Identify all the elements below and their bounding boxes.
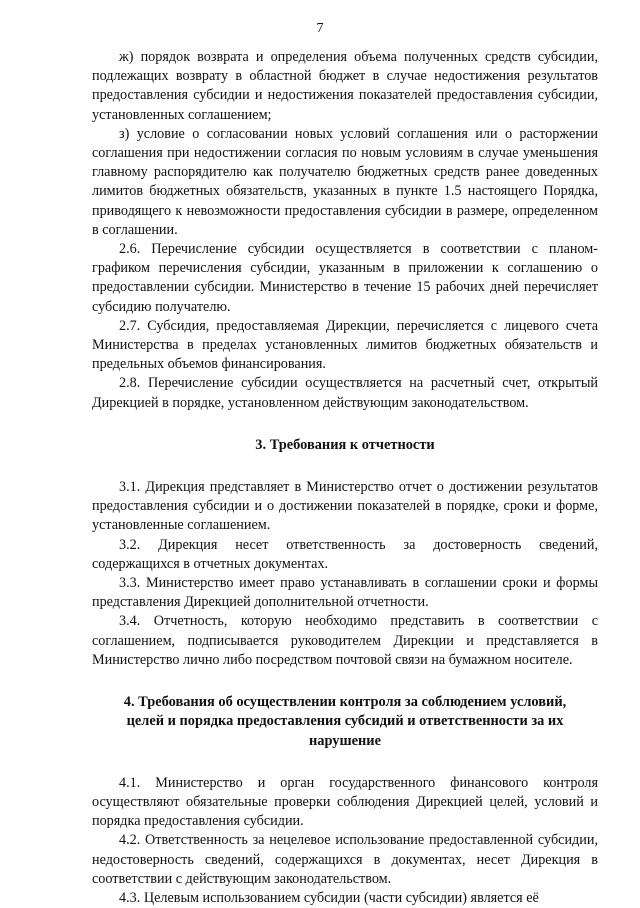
paragraph-2-8: 2.8. Перечисление субсидии осуществляется на расчетный счет, открытый Дирекцией в порядке, установленном действующим законодательством. [92, 375, 598, 411]
paragraph-3-1: 3.1. Дирекция представляет в Министерство отчет о достижении результатов предоставления субсидии и о достижении показателей в порядке, сроки и форме, установленные соглашением. [92, 479, 598, 534]
paragraph-3-3: 3.3. Министерство имеет право устанавливать в соглашении сроки и формы представления Дирекцией дополнительной отчетности. [92, 575, 598, 611]
paragraph-zh: ж) порядок возврата и определения объема полученных средств субсидии, подлежащих возврату в областной бюджет в случае недостижения результатов предоставления субсидии и недостижения показателей предоставления субсидии, установленных соглашением; [92, 49, 598, 123]
paragraph-3-4: 3.4. Отчетность, которую необходимо представить в соответствии с соглашением, подписывается руководителем Дирекции и представляется в Министерство лично либо посредством почтовой связи на бумажном носителе. [92, 613, 598, 668]
paragraph-z: з) условие о согласовании новых условий соглашения или о расторжении соглашения при недостижении согласия по новым условиям в случае уменьшения главному распорядителю как получателю бюджетных средств ранее доведенных лимитов бюджетных обязательств, указанных в пункте 1.5 настоящего Порядка, приводящего к невозможности предоставления субсидии в размере, определенном в соглашении. [92, 125, 598, 238]
paragraph-4-2: 4.2. Ответственность за нецелевое использование предоставленной субсидии, недостоверность сведений, содержащихся в документах, несет Дирекция в соответствии с действующим законодательством. [92, 832, 598, 887]
section-4-title: 4. Требования об осуществлении контроля за соблюдением условий, целей и порядка предоставления субсидий и ответственности за их нарушение [123, 694, 567, 749]
paragraph-4-1: 4.1. Министерство и орган государственного финансового контроля осуществляют обязательные проверки соблюдения Дирекцией целей, условий и порядка предоставления субсидии. [92, 774, 598, 830]
paragraph-4-3: 4.3. Целевым использованием субсидии (части субсидии) является её [119, 889, 539, 906]
paragraph-2-6: 2.6. Перечисление субсидии осуществляется в соответствии с планом-графиком перечисления субсидии, указанным в приложении к соглашению о предоставлении субсидии. Министерство в течение 15 рабочих дней перечисляет субсидию получателю. [92, 241, 598, 315]
page-number: 7 [316, 21, 324, 36]
paragraph-2-7: 2.7. Субсидия, предоставляемая Дирекции, перечисляется с лицевого счета Министерства в пределах установленных лимитов бюджетных обязательств и предельных объемов финансирования. [92, 317, 598, 373]
section-3-title: 3. Требования к отчетности [255, 436, 435, 453]
document-body [92, 48, 598, 908]
paragraph-3-2: 3.2. Дирекция несет ответственность за достоверность сведений, содержащихся в отчетных документах. [92, 536, 598, 572]
